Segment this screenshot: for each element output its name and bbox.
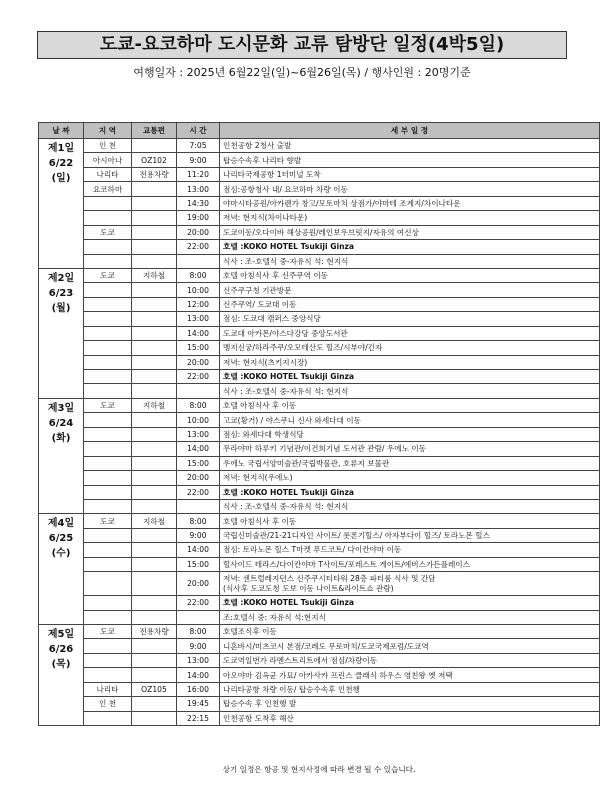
day-day: 제5일 — [47, 629, 75, 640]
time-cell: 22:15 — [177, 711, 220, 725]
time-cell: 20:00 — [177, 225, 220, 239]
table-row — [39, 196, 600, 210]
day-day: 제3일 — [47, 402, 75, 414]
time-cell: 14:00 — [177, 668, 220, 682]
header-detail: 세 부 일 정 — [220, 123, 600, 139]
transport-cell — [132, 653, 177, 667]
table-row — [39, 596, 600, 610]
transport-cell — [132, 297, 177, 311]
transport-cell: 지하철 — [132, 514, 177, 528]
transport-cell — [132, 427, 177, 441]
region-cell: 도쿄 — [84, 268, 132, 282]
day-dow: (일) — [51, 173, 71, 184]
region-cell — [84, 283, 132, 297]
detail-cell: 저녁: 센트럴레지던스 신주쿠시티타워 28층 파티룸 식사 및 간담 (식사후 도쿄도청 도보 이동 나이트&라이트쇼 관람) — [220, 572, 600, 596]
table-row — [39, 413, 600, 427]
region-cell — [84, 413, 132, 427]
detail-cell: 조:호텔식 중: 자유식 석:현지식 — [220, 610, 600, 624]
transport-cell: OZ102 — [132, 153, 177, 167]
region-cell: 요코하마 — [84, 182, 132, 196]
time-cell: 15:00 — [177, 341, 220, 355]
region-cell — [84, 427, 132, 441]
table-row — [39, 499, 600, 513]
region-cell — [84, 297, 132, 311]
detail-cell: 저녁: 현지식(우에노) — [220, 471, 600, 485]
region-cell — [84, 254, 132, 268]
table-row — [39, 326, 600, 340]
day-cell — [39, 625, 84, 726]
detail-cell: 식사 : 조-호텔식 중-자유식 석: 현지식 — [220, 254, 600, 268]
time-cell: 12:00 — [177, 297, 220, 311]
table-row — [39, 341, 600, 355]
detail-cell: 아오야마 김옥균 가묘/ 아카사카 프린스 클래식 하우스 영친왕 옛 저택 — [220, 668, 600, 682]
schedule-table-container — [38, 122, 600, 726]
header-time: 시 간 — [177, 123, 220, 139]
region-cell — [84, 312, 132, 326]
table-row — [39, 182, 600, 196]
transport-cell — [132, 196, 177, 210]
time-cell: 11:20 — [177, 167, 220, 181]
transport-cell — [132, 528, 177, 542]
transport-cell — [132, 355, 177, 369]
region-cell — [84, 668, 132, 682]
time-cell: 9:00 — [177, 639, 220, 653]
day-dow: (수) — [51, 548, 71, 560]
transport-cell — [132, 639, 177, 653]
table-row — [39, 711, 600, 725]
transport-cell — [132, 370, 177, 384]
table-row — [39, 682, 600, 696]
detail-cell: 호텔 아침식사 후 신주쿠역 이동 — [220, 268, 600, 282]
time-cell: 8:00 — [177, 514, 220, 528]
transport-cell — [132, 326, 177, 340]
table-row — [39, 312, 600, 326]
table-row — [39, 283, 600, 297]
time-cell: 22:00 — [177, 596, 220, 610]
time-cell: 8:00 — [177, 398, 220, 412]
region-cell: 도쿄 — [84, 225, 132, 239]
transport-cell — [132, 557, 177, 571]
region-cell — [84, 596, 132, 610]
detail-cell: 나리타국제공항 1터미널 도착 — [220, 167, 600, 181]
table-row — [39, 355, 600, 369]
detail-cell: 호텔 :KOKO HOTEL Tsukiji Ginza — [220, 485, 600, 499]
table-row — [39, 427, 600, 441]
detail-cell: 인천공항 도착후 해산 — [220, 711, 600, 725]
detail-cell: 점심: 도쿄대 캠퍼스 중앙식당 — [220, 312, 600, 326]
footnote: 상기 일정은 항공 및 현지사정에 따라 변경 될 수 있습니다. — [222, 765, 416, 774]
time-cell: 14:00 — [177, 326, 220, 340]
schedule-table — [38, 122, 600, 726]
table-row — [39, 211, 600, 225]
time-cell: 14;00 — [177, 442, 220, 456]
time-cell: 22:00 — [177, 370, 220, 384]
region-cell — [84, 211, 132, 225]
detail-cell: 저녁: 현지식(츠키지시장) — [220, 355, 600, 369]
time-cell: 13:00 — [177, 427, 220, 441]
region-cell — [84, 528, 132, 542]
detail-cell: 도쿄대 아카몬/야스다강당 중앙도서관 — [220, 326, 600, 340]
transport-cell — [132, 384, 177, 398]
table-row — [39, 442, 600, 456]
region-cell — [84, 711, 132, 725]
transport-cell — [132, 610, 177, 624]
table-row — [39, 384, 600, 398]
day-day: 제1일 — [47, 143, 75, 154]
table-row — [39, 167, 600, 181]
detail-cell: 호텔 :KOKO HOTEL Tsukiji Ginza — [220, 370, 600, 384]
time-cell: 20:00 — [177, 355, 220, 369]
transport-cell: 지하철 — [132, 398, 177, 412]
transport-cell — [132, 283, 177, 297]
detail-cell: 나리타공항 차량 이동/ 탑승수속후 인천행 — [220, 682, 600, 696]
day-day: 제2일 — [47, 272, 75, 284]
detail-cell: 니혼바시/미츠코시 본점/코레도 무로마치/도쿄국제포럼/도쿄역 — [220, 639, 600, 653]
transport-cell: 전용차량 — [132, 625, 177, 639]
transport-cell: 전용차량 — [132, 167, 177, 181]
detail-cell: 호텔 아침식사 후 이동 — [220, 514, 600, 528]
time-cell — [177, 610, 220, 624]
time-cell: 7:05 — [177, 139, 220, 153]
page-title: 도쿄-요코하마 도시문화 교류 탐방단 일정(4박5일) — [37, 31, 567, 59]
region-cell — [84, 485, 132, 499]
region-cell — [84, 341, 132, 355]
table-row — [39, 268, 600, 282]
transport-cell — [132, 697, 177, 711]
detail-cell: 점심: 토라노몬 힐스 T마켓 푸드코트/ 다이칸야마 이동 — [220, 543, 600, 557]
region-cell — [84, 196, 132, 210]
day-cell — [39, 514, 84, 625]
detail-cell: 도쿄이동/오다이바 해상공원/레인보우브릿지/자유의 여신상 — [220, 225, 600, 239]
table-row — [39, 139, 600, 153]
region-cell — [84, 355, 132, 369]
transport-cell — [132, 499, 177, 513]
region-cell — [84, 557, 132, 571]
transport-cell — [132, 668, 177, 682]
detail-cell: 국립신미술관/21-21디자인 사이트/ 롯폰기힐스/ 아자부다이 힐즈/ 토라노몬 힐스 — [220, 528, 600, 542]
transport-cell — [132, 572, 177, 596]
region-cell — [84, 370, 132, 384]
day-dow: (화) — [51, 432, 71, 444]
transport-cell — [132, 254, 177, 268]
day-cell — [39, 398, 84, 514]
region-cell — [84, 326, 132, 340]
time-cell: 10:00 — [177, 413, 220, 427]
day-cell — [39, 268, 84, 398]
schedule-body — [39, 139, 600, 726]
time-cell: 8:00 — [177, 268, 220, 282]
transport-cell — [132, 240, 177, 254]
region-cell — [84, 471, 132, 485]
table-header-row — [39, 123, 600, 139]
table-row — [39, 485, 600, 499]
time-cell: 13:00 — [177, 312, 220, 326]
time-cell: 14:30 — [177, 196, 220, 210]
detail-cell: 호텔 :KOKO HOTEL Tsukiji Ginza — [220, 596, 600, 610]
detail-cell: 무라야마 하루키 기념관/이건희기념 도서관 관람/ 우에노 이동 — [220, 442, 600, 456]
table-row — [39, 610, 600, 624]
detail-cell: 식사 : 조-호텔식 중-자유식 석: 현지식 — [220, 499, 600, 513]
time-cell: 20:00 — [177, 572, 220, 596]
detail-cell: 신주쿠역/ 도쿄대 이동 — [220, 297, 600, 311]
region-cell — [84, 499, 132, 513]
time-cell: 15:00 — [177, 557, 220, 571]
table-row — [39, 240, 600, 254]
detail-cell: 우에노 국립서양미술관/국립박물관, 호류지 보물관 — [220, 456, 600, 470]
day-date: 6/22 — [48, 158, 74, 169]
detail-cell: 고쿄(황거) / 야스쿠니 신사 와세다대 이동 — [220, 413, 600, 427]
time-cell: 15:00 — [177, 456, 220, 470]
transport-cell — [132, 341, 177, 355]
detail-cell: 도쿄역일번가 라멘스트리트에서 점심/차량이동 — [220, 653, 600, 667]
table-row — [39, 653, 600, 667]
time-cell: 22:00 — [177, 240, 220, 254]
region-cell: 도쿄 — [84, 398, 132, 412]
table-row — [39, 297, 600, 311]
detail-cell: 인천공항 2청사 출발 — [220, 139, 600, 153]
region-cell — [84, 572, 132, 596]
time-cell: 13:00 — [177, 653, 220, 667]
region-cell: 아시아나 — [84, 153, 132, 167]
day-date: 6/24 — [48, 417, 74, 429]
transport-cell: 지하철 — [132, 268, 177, 282]
time-cell: 19:00 — [177, 211, 220, 225]
detail-cell: 야마시타공원/아카렌가 창고/모토마치 상점가/야마테 조계지/차이나타운 — [220, 196, 600, 210]
detail-cell: 저녁: 현지식(차이나타운) — [220, 211, 600, 225]
region-cell: 인 천 — [84, 697, 132, 711]
detail-cell: 탑승수속 후 인천행 발 — [220, 697, 600, 711]
detail-cell: 호텔조식후 이동 — [220, 625, 600, 639]
time-cell: 22:00 — [177, 485, 220, 499]
detail-cell: 탑승수속후 나리타 향발 — [220, 153, 600, 167]
header-transport: 교통편 — [132, 123, 177, 139]
day-cell — [39, 139, 84, 269]
table-row — [39, 668, 600, 682]
transport-cell — [132, 442, 177, 456]
detail-cell: 멩지신궁/하라주쿠/오모테산도 힐즈/시부야/긴자 — [220, 341, 600, 355]
transport-cell — [132, 456, 177, 470]
table-row — [39, 543, 600, 557]
time-cell — [177, 499, 220, 513]
time-cell: 20:00 — [177, 471, 220, 485]
time-cell: 8:00 — [177, 625, 220, 639]
time-cell: 19:45 — [177, 697, 220, 711]
transport-cell — [132, 543, 177, 557]
time-cell — [177, 254, 220, 268]
table-row — [39, 625, 600, 639]
region-cell: 나리타 — [84, 167, 132, 181]
region-cell: 도쿄 — [84, 625, 132, 639]
table-row — [39, 398, 600, 412]
region-cell: 인 천 — [84, 139, 132, 153]
table-row — [39, 456, 600, 470]
transport-cell — [132, 413, 177, 427]
region-cell — [84, 442, 132, 456]
detail-cell: 식사 : 조-호텔식 중-자유식 석: 현지식 — [220, 384, 600, 398]
transport-cell — [132, 225, 177, 239]
table-row — [39, 697, 600, 711]
table-row — [39, 254, 600, 268]
table-row — [39, 639, 600, 653]
table-row — [39, 557, 600, 571]
table-row — [39, 514, 600, 528]
time-cell: 16:00 — [177, 682, 220, 696]
region-cell — [84, 456, 132, 470]
detail-cell: 호텔 :KOKO HOTEL Tsukiji Ginza — [220, 240, 600, 254]
region-cell — [84, 543, 132, 557]
time-cell: 14:00 — [177, 543, 220, 557]
day-date: 6/23 — [48, 287, 74, 299]
table-row — [39, 471, 600, 485]
transport-cell — [132, 471, 177, 485]
transport-cell — [132, 711, 177, 725]
time-cell — [177, 384, 220, 398]
transport-cell — [132, 182, 177, 196]
region-cell — [84, 240, 132, 254]
transport-cell — [132, 211, 177, 225]
time-cell: 9:00 — [177, 153, 220, 167]
region-cell: 나리타 — [84, 682, 132, 696]
day-day: 제4일 — [47, 518, 75, 530]
transport-cell: OZ105 — [132, 682, 177, 696]
table-row — [39, 370, 600, 384]
region-cell — [84, 384, 132, 398]
day-dow: (월) — [51, 302, 71, 314]
header-date: 날 짜 — [39, 123, 84, 139]
day-date: 6/26 — [48, 644, 74, 655]
detail-cell: 점심:공항청사 내/ 요코하마 차량 이동 — [220, 182, 600, 196]
transport-cell — [132, 139, 177, 153]
time-cell: 13:00 — [177, 182, 220, 196]
time-cell: 10:00 — [177, 283, 220, 297]
transport-cell — [132, 312, 177, 326]
transport-cell — [132, 485, 177, 499]
header-region: 지 역 — [84, 123, 132, 139]
day-dow: (목) — [51, 659, 71, 670]
table-row — [39, 225, 600, 239]
region-cell — [84, 639, 132, 653]
trip-info: 여행일자 : 2025년 6월22일(일)~6월26일(목) / 행사인원 : 20명기준 — [133, 66, 471, 79]
region-cell — [84, 610, 132, 624]
detail-cell: 호텔 아침식사 후 이동 — [220, 398, 600, 412]
region-cell: 도쿄 — [84, 514, 132, 528]
detail-cell: 힐사이드 테라스/다이칸야마 T사이트/포레스트 게이트/에비스가든플레이스 — [220, 557, 600, 571]
table-row — [39, 572, 600, 596]
table-row — [39, 153, 600, 167]
detail-cell: 신주쿠구청 기관방문 — [220, 283, 600, 297]
region-cell — [84, 653, 132, 667]
detail-cell: 점심: 와세다대 학생식당 — [220, 427, 600, 441]
transport-cell — [132, 596, 177, 610]
time-cell: 9:00 — [177, 528, 220, 542]
table-row — [39, 528, 600, 542]
day-date: 6/25 — [48, 533, 74, 545]
